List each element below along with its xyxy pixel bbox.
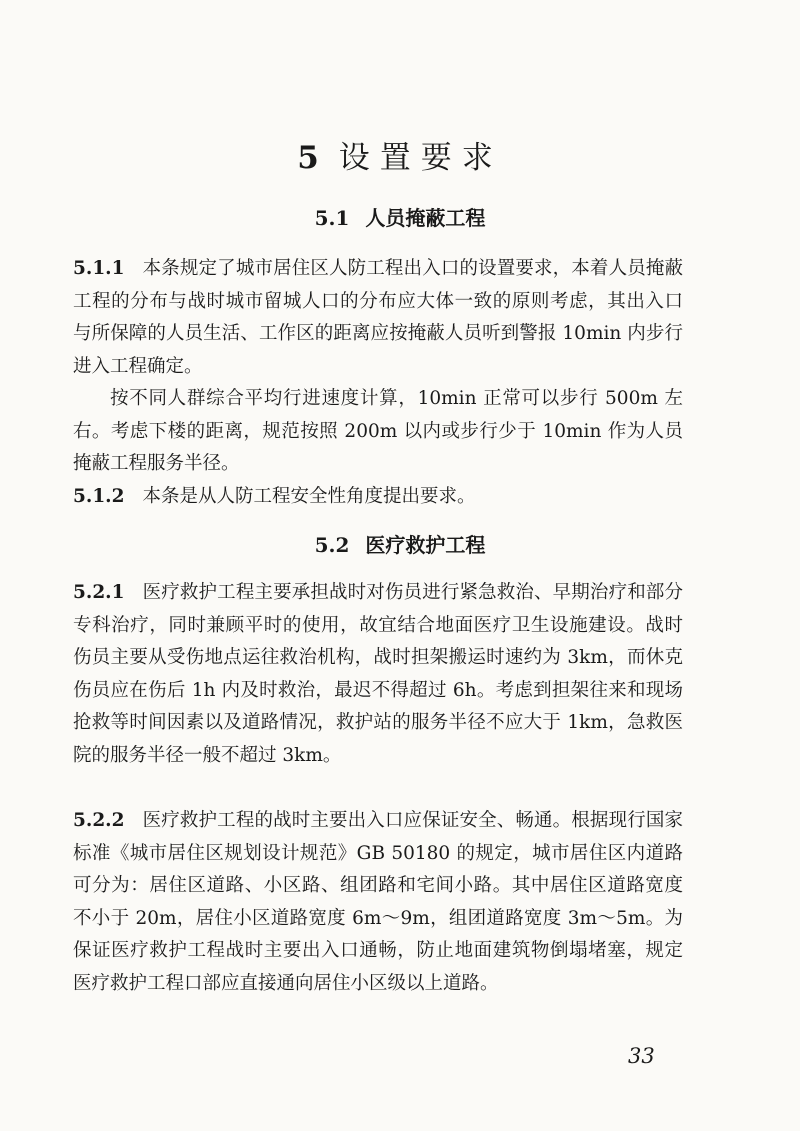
clause-5-2-1 <box>73 577 683 772</box>
section-heading-5-1 <box>0 204 800 232</box>
clause-5-2-2 <box>73 805 683 1000</box>
clause-text: 医疗救护工程主要承担战时对伤员进行紧急救治、早期治疗和部分专科治疗，同时兼顾平时的使用，故宜结合地面医疗卫生设施建设。战时伤员主要从受伤地点运往救治机构，战时担架搬运时速约为 3km，而休克伤员应在伤后 1h 内及时救治，最迟不得超过 6h。考虑到担架往来和现场抢救等时间因素以及道路情况，救护站的服务半径不应大于 1km，急救医院的服务半径一般不超过 3km。 <box>73 582 684 766</box>
clause-number: 5.1.2 <box>73 486 125 507</box>
clause-5-1-1 <box>73 253 683 383</box>
chapter-title <box>0 138 800 178</box>
section-number: 5.1 <box>314 206 350 230</box>
clause-text: 医疗救护工程的战时主要出入口应保证安全、畅通。根据现行国家标准《城市居住区规划设计规范》GB 50180 的规定，城市居住区内道路可分为：居住区道路、小区路、组团路和宅间小路。其中居住区道路宽度不小于 20m，居住小区道路宽度 6m～9m，组团道路宽度 3m～5m。为保证医疗救护工程战时主要出入口通畅，防止地面建筑物倒塌堵塞，规定医疗救护工程口部应直接通向居住小区级以上道路。 <box>73 810 683 994</box>
paragraph-text: 按不同人群综合平均行进速度计算，10min 正常可以步行 500m 左右。考虑下楼的距离，规范按照 200m 以内或步行少于 10min 作为人员掩蔽工程服务半径。 <box>73 388 683 474</box>
clause-text: 本条规定了城市居住区人防工程出入口的设置要求，本着人员掩蔽工程的分布与战时城市留城人口的分布应大体一致的原则考虑，其出入口与所保障的人员生活、工作区的距离应按掩蔽人员听到警报 10min 内步行进入工程确定。 <box>73 258 683 377</box>
section-title-text: 医疗救护工程 <box>365 533 486 557</box>
page-number: 33 <box>628 1044 655 1068</box>
clause-number: 5.1.1 <box>73 258 125 279</box>
section-number: 5.2 <box>314 533 350 557</box>
clause-text: 本条是从人防工程安全性角度提出要求。 <box>142 486 476 507</box>
chapter-title-text: 设置要求 <box>338 140 503 176</box>
clause-5-1-2 <box>73 481 683 514</box>
section-heading-5-2 <box>0 531 800 559</box>
paragraph-5-1-1-continued <box>73 383 683 481</box>
section-title-text: 人员掩蔽工程 <box>365 206 486 230</box>
clause-number: 5.2.1 <box>73 582 125 603</box>
clause-number: 5.2.2 <box>73 810 125 831</box>
chapter-number: 5 <box>297 140 329 176</box>
